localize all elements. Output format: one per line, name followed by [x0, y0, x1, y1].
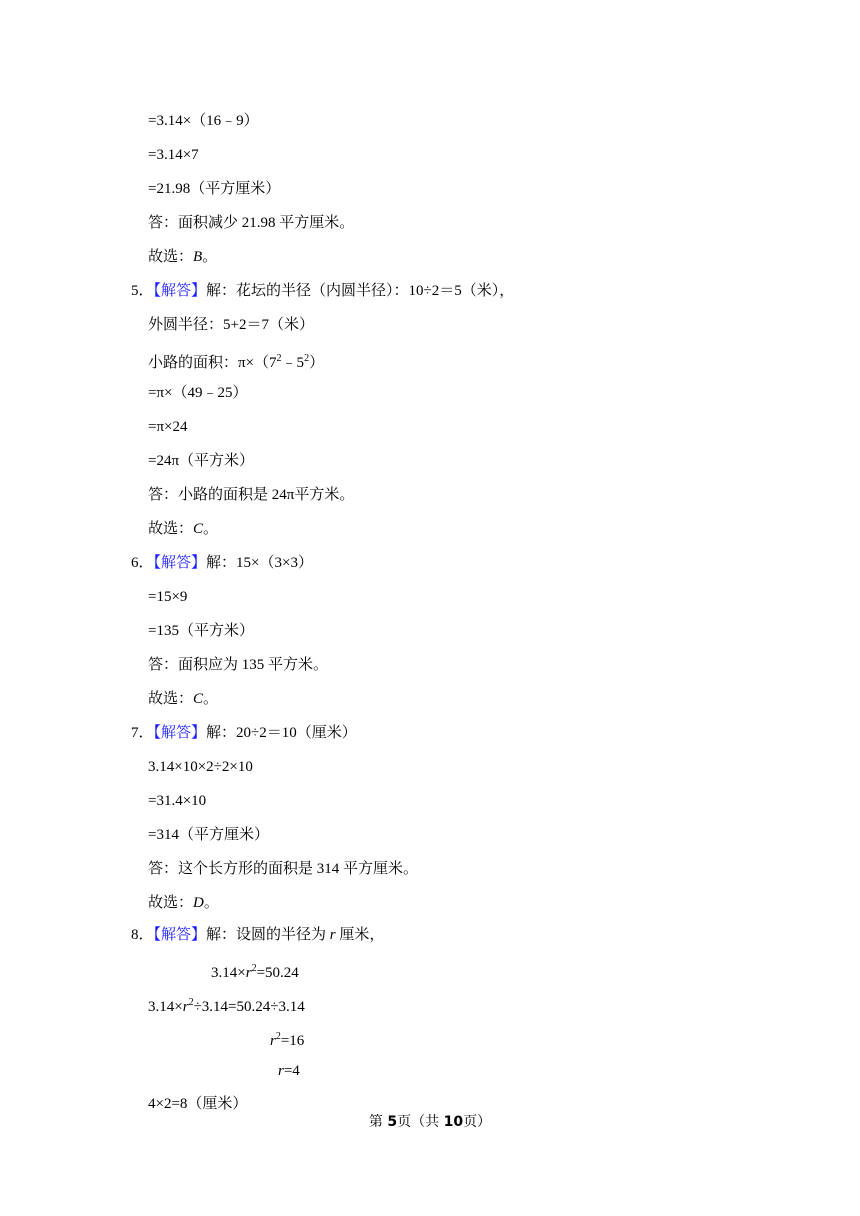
- calc-line: =135（平方米）: [148, 623, 254, 639]
- calc-line: =24π（平方米）: [148, 453, 255, 469]
- choice-line: 故选：D。: [148, 895, 219, 911]
- answer-line: 答：面积减少 21.98 平方厘米。: [148, 215, 355, 231]
- solution-tag: 【解答】: [153, 927, 207, 943]
- calc-line: =3.14×（16﹣9）: [148, 113, 259, 129]
- choice-line: 故选：C。: [148, 691, 219, 707]
- page-footer: 第 5页（共 10页）: [368, 1114, 492, 1130]
- calc-line: =15×9: [148, 589, 188, 605]
- answer-line: 答：面积应为 135 平方米。: [148, 657, 329, 673]
- calc-line: 3.14×10×2÷2×10: [148, 759, 253, 775]
- question-head: 5．【解答】解：花坛的半径（内圆半径）：10÷2＝5（米），: [131, 283, 515, 299]
- solution-tag: 【解答】: [153, 725, 207, 741]
- choice-line: 故选：C。: [148, 521, 219, 537]
- calc-line: =3.14×7: [148, 147, 199, 163]
- solution-tag: 【解答】: [153, 283, 207, 299]
- calc-line: =π×24: [148, 419, 188, 435]
- equation-line: $3.14\times r^2\div 3.14=50.24\div 3.14$: [148, 997, 305, 1015]
- equation-line: r=4: [278, 1063, 300, 1079]
- answer-line: 答：小路的面积是 24π平方米。: [148, 487, 355, 503]
- equation-line: $3.14\times r^2=50.24$: [211, 963, 299, 981]
- calc-line: =31.4×10: [148, 793, 207, 809]
- calc-line: 小路的面积：$\pi\times(7^2﹣5^2)$: [148, 353, 325, 371]
- answer-line: 答：这个长方形的面积是 314 平方厘米。: [148, 861, 419, 877]
- calc-line: 4×2=8（厘米）: [148, 1096, 248, 1112]
- choice-line: 故选：B。: [148, 249, 218, 265]
- calc-line: =π×（49﹣25）: [148, 385, 248, 401]
- calc-line: 外圆半径：5+2＝7（米）: [148, 317, 314, 333]
- solution-tag: 【解答】: [153, 555, 207, 571]
- calc-line: =314（平方厘米）: [148, 827, 269, 843]
- calc-line: =21.98（平方厘米）: [148, 181, 281, 197]
- question-head: 6．【解答】解：15×（3×3）: [131, 555, 313, 571]
- equation-line: $r^2=16$: [270, 1031, 305, 1049]
- question-head: 7．【解答】解：20÷2＝10（厘米）: [131, 725, 357, 741]
- question-head: 8．【解答】解：设圆的半径为 r 厘米，: [131, 927, 385, 943]
